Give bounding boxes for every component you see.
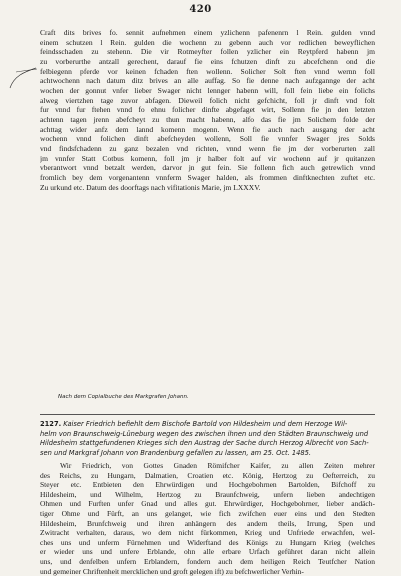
heading-line: sen und Markgraf Johann von Brandenburg gefallen zu lassen, am 25. Oct. 1485. xyxy=(40,448,312,457)
text-line: alweg viertzhen tage zuvor abfagen. Dieweil folich nicht gefchicht, foll jr dinft vnd folt xyxy=(40,95,375,105)
heading-line: helm von Braunschweig-Lüneburg wegen des zwischen ihnen und den Städten Braunschweig und xyxy=(40,429,369,438)
page-number: 420 xyxy=(189,4,212,15)
heading-line: Hildesheim stattgefundenen Krieges sich den Austrag der Sache durch Herzog Albrecht von Sach- xyxy=(40,439,369,448)
text-line: Zwitracht verhalten, daraus, wo dem nicht fürkommen, Krieg und Unfriede erwachfen, wel- xyxy=(40,528,375,538)
text-line: achtenn tagen jrenn abefcheyt zu thun macht habenn, alfo das fie jm Solichem folde der xyxy=(40,114,375,124)
text-line: wochenn vnnd folichen dinft abefcheyden wollenn, Soll fie vnnfer Swager jres Solds xyxy=(40,134,375,144)
text-line: feindsschaden zu stehenn. Die vir Rotmeyfter follen yzlicher ein Reytpferd habenn jm xyxy=(40,47,375,57)
text-line: zu vorberurthe antzall gerechent, darauf fie eins fchutzen dinft zu abcefchenn ond die xyxy=(40,56,375,66)
text-line: Craft dits brives fo. sennit aufnehmen einem yzlichenn pafenenrn l Rein. gulden vnnd xyxy=(40,28,375,37)
text-line: achttag wider anfz dem lannd komenn mogenn. Wenn fie auch nach ausgang der acht xyxy=(40,124,375,134)
text-line: fromlich bey dem vorgenantenn vnnferm Swager halden, als frommen dinftknechten zuftet etc. xyxy=(40,172,375,182)
document-summary xyxy=(40,420,369,457)
document-body xyxy=(40,461,375,576)
charter-text xyxy=(40,28,375,192)
text-line: einem schutzen l Rein. gulden die wochenn zu gebenn auch vor redlichen beweyflichen xyxy=(40,37,375,47)
text-line: vberantwort vnnd betzalt werden, darvor jn gut fein. Sie follenn fich auch getrewlich vnnd xyxy=(40,163,375,173)
text-line: fur vnnd fur ftehen vnnd fo ehnu folicher dinfte abgefaget wirt, Sollenn fie jn den letzten xyxy=(40,105,375,115)
text-line: uns, und denfelben unfern Erblandern, fondern auch dem heiligen Reich Teutfcher Nation xyxy=(40,556,375,566)
document-number: 2127. xyxy=(40,420,62,428)
text-line: wochen der gonnut vnfer lieber Swager nicht lennger habenn will, foll fein liebe ein folichs xyxy=(40,85,375,95)
text-line: achtwochenn nach datum ditz brives an alle auffag. So fie denne nach aufzgannge der acht xyxy=(40,76,375,86)
text-line: Ohmen und Furften unfer Gnad und alles gut. Ehrwürdiger, Hochgebohrner, lieber andäch- xyxy=(40,499,375,509)
section-divider xyxy=(40,414,375,415)
text-line: Steyer etc. Entbieten den Ehrwürdigen und Hochgebohrnen Bartolden, Bifchoff zu xyxy=(40,480,375,490)
text-line: und gemeiner Chriftenheit mercklichen und groft gelegen ift) zu befchwerlicher Verhin- xyxy=(40,566,304,576)
text-line: des Reichs, zu Hungarn, Dalmatien, Croatien etc. König, Hertzog zu Oefterreich, zu xyxy=(40,470,375,480)
text-line: er wieder uns und unfere Erblande, ohn alle erbare Urfach geführet daran nicht allein xyxy=(40,547,375,557)
text-line: Hildesheim, und Wilhelm, Hertzog zu Braunfchweig, unfern lieben andechtigen xyxy=(40,489,375,499)
text-line: tiger Ohme und Fürft, an uns gelanget, wie fich zwifchen euer eins und den Stedten xyxy=(40,508,375,518)
text-line: Wir Friedrich, von Gottes Gnaden Römifcher Kaifer, zu allen Zeiten mehrer xyxy=(60,461,375,470)
handwritten-margin-mark xyxy=(8,66,38,90)
document-heading xyxy=(40,420,375,458)
heading-line: Kaiser Friedrich befiehlt dem Bischofe Bartold von Hildesheim und dem Herzoge Wil- xyxy=(63,420,348,428)
text-line: vnd findsfchadenn zu ganz bezalen vnd richten, vnnd wenn fie jm der vorberurten zall xyxy=(40,143,375,153)
text-line: Zu urkund etc. Datum des doorftags nach vifitationis Marie, jm LXXXV. xyxy=(40,182,261,192)
text-line: jm vnnfer Statt Cotbus komenn, foll jm jr halber folt auf vir wochenn auf jr quitanzen xyxy=(40,153,375,163)
text-line: Hildesheim, Brunfchweig und ihren anhängern des andern theils, Irrung, Spen und xyxy=(40,518,375,528)
source-note: Nach dem Copialbuche des Markgrafen Johann. xyxy=(58,394,189,400)
text-line: ches uns und unferm Fürnehmen und Widerftand des Königs zu Hungarn Krieg (welches xyxy=(40,537,375,547)
text-line: felbiegenn pferde vor keinen fchaden ften wollenn. Solicher Solt ften vnnd wernn foll xyxy=(40,66,375,76)
